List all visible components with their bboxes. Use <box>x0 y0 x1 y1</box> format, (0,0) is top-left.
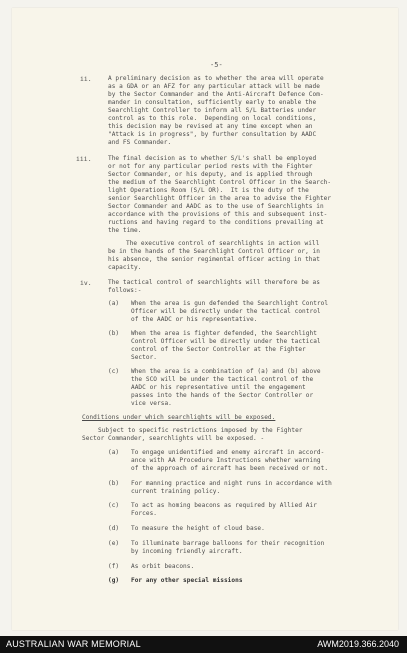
para-iii-line: the medium of the Searchlight Control Officer in the Search- <box>108 179 332 186</box>
item-line: passes into the hands of the Sector Controller or <box>131 392 314 399</box>
item-line: control of the Sector Controller at the Fighter <box>131 346 306 353</box>
item-line: As orbit beacons. <box>131 563 195 570</box>
institution-name: AUSTRALIAN WAR MEMORIAL <box>6 639 141 649</box>
para-iii-sub-line: The executive control of searchlights in action will <box>126 240 320 247</box>
item-line: To measure the height of cloud base. <box>131 525 265 532</box>
para-ii-line: by the Sector Commander and the Anti-Aircraft Defence Com- <box>108 91 324 98</box>
item-label: (d) <box>108 525 120 532</box>
item-line: Control Officer will be directly under the tactical <box>131 338 321 345</box>
item-line: When the area is a combination of (a) and (b) above <box>131 368 321 375</box>
page-number: -5- <box>210 61 223 69</box>
para-ii-line: Searchlight Controller to inform all S/L Batteries under <box>108 107 317 114</box>
item-label: (c) <box>108 502 120 509</box>
catalogue-reference: AWM2019.366.2040 <box>317 639 399 649</box>
item-label: (b) <box>108 330 120 337</box>
para-iii-line: the time. <box>108 227 142 234</box>
item-line: To illuminate barrage balloons for their recognition <box>131 540 325 547</box>
para-iii-line: The final decision as to whether S/L's shall be employed <box>108 155 317 162</box>
conditions-intro: Sector Commander, searchlights will be exposed. - <box>82 435 265 442</box>
item-line: For any other special missions <box>131 577 243 584</box>
item-label: (a) <box>108 449 120 456</box>
para-ii-line: this decision may be revised at any time except when an <box>108 123 313 130</box>
item-label: (b) <box>108 480 120 487</box>
para-iii-sub-line: his absence, the senior regimental officer acting in that <box>108 256 320 263</box>
item-label: (g) <box>108 577 120 584</box>
para-iv-intro: follows:- <box>108 287 142 294</box>
para-ii-line: "Attack is in progress", by further consultation by AADC <box>108 131 317 138</box>
para-iii-line: ructions and having regard to the conditions prevailing at <box>108 219 324 226</box>
item-label: (e) <box>108 540 120 547</box>
para-iii-line: accordance with the provisions of this and subsequent inst- <box>108 211 328 218</box>
item-label: (f) <box>108 563 120 570</box>
item-line: Sector. <box>131 354 158 361</box>
item-line: AADC or his representative until the engagement <box>131 384 306 391</box>
para-ii-line: A preliminary decision as to whether the area will operate <box>108 75 324 82</box>
para-iii-sub-line: be in the hands of the Searchlight Control Officer or, in <box>108 248 320 255</box>
para-iii-sub-line: capacity. <box>108 264 142 271</box>
para-ii-line: as a GDA or an AFZ for any particular attack will be made <box>108 83 320 90</box>
item-label: (c) <box>108 368 120 375</box>
conditions-intro: Subject to specific restrictions imposed by the Fighter <box>98 427 303 434</box>
para-iii-line: Sector Commander and AADC as to the use of Searchlights in <box>108 203 324 210</box>
item-line: To engage unidentified and enemy aircraft in accord- <box>131 449 325 456</box>
para-iii-line: or not for any particular period rests with the Fighter <box>108 163 313 170</box>
item-line: Forces. <box>131 510 158 517</box>
archive-footer-bar <box>0 636 407 653</box>
item-line: the SCO will be under the tactical control of the <box>131 376 314 383</box>
para-iii-numeral: iii. <box>76 155 92 163</box>
item-line: For manning practice and night runs in accordance with <box>131 480 332 487</box>
item-line: When the area is gun defended the Searchlight Control <box>131 300 329 307</box>
item-line: of the AADC or his representative. <box>131 316 258 323</box>
item-label: (a) <box>108 300 120 307</box>
para-iv-intro: The tactical control of searchlights will therefore be as <box>108 279 320 286</box>
para-iii-line: Sector Commander, or his deputy, and is applied through <box>108 171 313 178</box>
para-ii-line: mander in consultation, sufficiently early to enable the <box>108 99 317 106</box>
para-iv-numeral: iv. <box>80 279 92 287</box>
item-line: by incoming friendly aircraft. <box>131 548 243 555</box>
item-line: To act as homing beacons as required by Allied Air <box>131 502 317 509</box>
conditions-heading: Conditions under which searchlights will be exposed. <box>82 414 276 421</box>
para-ii-line: control as to this role. Depending on local conditions, <box>108 115 317 122</box>
item-line: ance with AA Procedure Instructions whether warning <box>131 457 321 464</box>
item-line: vice versa. <box>131 400 172 407</box>
document-page <box>12 8 398 630</box>
item-line: of the approach of aircraft has been received or not. <box>131 465 329 472</box>
para-iii-line: light Operations Room (S/L OR). It is the duty of the <box>108 187 309 194</box>
para-ii-line: and FS Commander. <box>108 139 172 146</box>
para-ii-numeral: ii. <box>80 75 92 83</box>
item-line: current training policy. <box>131 488 221 495</box>
item-line: When the area is fighter defended, the Searchlight <box>131 330 317 337</box>
para-iii-line: senior Searchlight Officer in the area to advise the Fighter <box>108 195 332 202</box>
item-line: Officer will be directly under the tactical control <box>131 308 321 315</box>
